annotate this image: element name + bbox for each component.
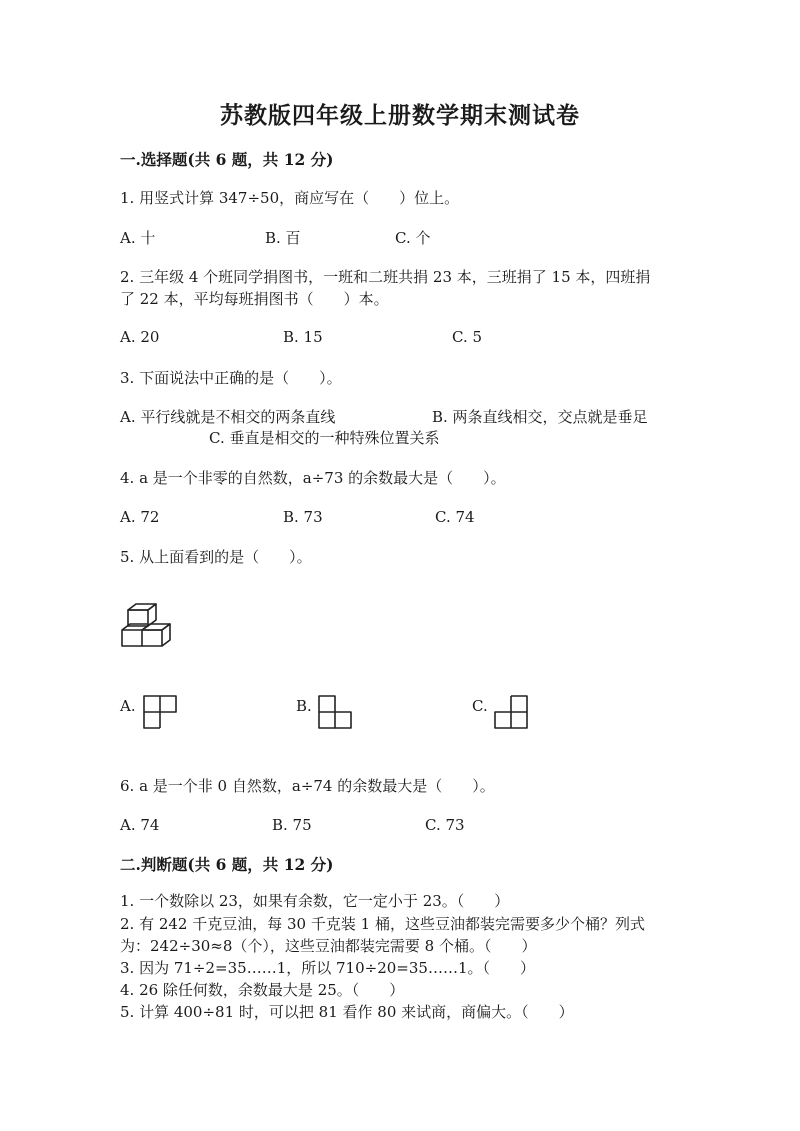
q3-option-c[interactable]: C. 垂直是相交的一种特殊位置关系 bbox=[209, 429, 440, 447]
q2-option-c[interactable]: C. 5 bbox=[452, 328, 483, 346]
q5-option-c-view-icon bbox=[494, 695, 528, 729]
q1-option-c[interactable]: C. 个 bbox=[395, 229, 431, 247]
judgement-item-5: 5. 计算 400÷81 时，可以把 81 看作 80 来试商，商偏大。（ ） bbox=[120, 1003, 574, 1021]
page-title: 苏教版四年级上册数学期末测试卷 bbox=[220, 102, 580, 129]
q1-option-a[interactable]: A. 十 bbox=[120, 229, 156, 247]
q5-option-a[interactable]: A. bbox=[120, 697, 136, 715]
q4-option-c[interactable]: C. 74 bbox=[435, 508, 475, 526]
question-3: 3. 下面说法中正确的是（ ）。 bbox=[120, 369, 342, 387]
question-4: 4. a 是一个非零的自然数，a÷73 的余数最大是（ ）。 bbox=[120, 469, 506, 487]
q6-option-b[interactable]: B. 75 bbox=[272, 816, 312, 834]
section-heading-judgement: 二.判断题(共 6 题，共 12 分) bbox=[120, 855, 334, 874]
q4-option-b[interactable]: B. 73 bbox=[283, 508, 323, 526]
judgement-item-3: 3. 因为 71÷2=35……1，所以 710÷20=35……1。（ ） bbox=[120, 959, 535, 977]
question-6: 6. a 是一个非 0 自然数，a÷74 的余数最大是（ ）。 bbox=[120, 777, 495, 795]
question-2-line-1: 2. 三年级 4 个班同学捐图书，一班和二班共捐 23 本，三班捐了 15 本，四班捐 bbox=[120, 268, 651, 286]
q4-option-a[interactable]: A. 72 bbox=[120, 508, 160, 526]
q6-option-a[interactable]: A. 74 bbox=[120, 816, 160, 834]
judgement-item-2-line-2: 为：242÷30≈8（个），这些豆油都装完需要 8 个桶。（ ） bbox=[120, 937, 537, 955]
q2-option-a[interactable]: A. 20 bbox=[120, 328, 160, 346]
judgement-item-4: 4. 26 除任何数，余数最大是 25。（ ） bbox=[120, 981, 405, 999]
q3-option-a[interactable]: A. 平行线就是不相交的两条直线 bbox=[120, 408, 336, 426]
q5-option-b-view-icon bbox=[318, 695, 352, 729]
question-2-line-2: 了 22 本，平均每班捐图书（ ）本。 bbox=[120, 290, 389, 308]
q5-option-c[interactable]: C. bbox=[472, 697, 488, 715]
judgement-item-1: 1. 一个数除以 23，如果有余数，它一定小于 23。（ ） bbox=[120, 892, 510, 910]
q3-option-b[interactable]: B. 两条直线相交，交点就是垂足 bbox=[432, 408, 648, 426]
q1-option-b[interactable]: B. 百 bbox=[265, 229, 301, 247]
q5-option-b[interactable]: B. bbox=[296, 697, 312, 715]
cube-stack-figure bbox=[118, 600, 180, 650]
section-heading-choice: 一.选择题(共 6 题，共 12 分) bbox=[120, 150, 334, 169]
q6-option-c[interactable]: C. 73 bbox=[425, 816, 465, 834]
question-5: 5. 从上面看到的是（ ）。 bbox=[120, 548, 312, 566]
judgement-item-2-line-1: 2. 有 242 千克豆油，每 30 千克装 1 桶，这些豆油都装完需要多少个桶？列式 bbox=[120, 915, 645, 933]
question-1: 1. 用竖式计算 347÷50，商应写在（ ）位上。 bbox=[120, 189, 460, 207]
q2-option-b[interactable]: B. 15 bbox=[283, 328, 323, 346]
q5-option-a-view-icon bbox=[143, 695, 177, 729]
